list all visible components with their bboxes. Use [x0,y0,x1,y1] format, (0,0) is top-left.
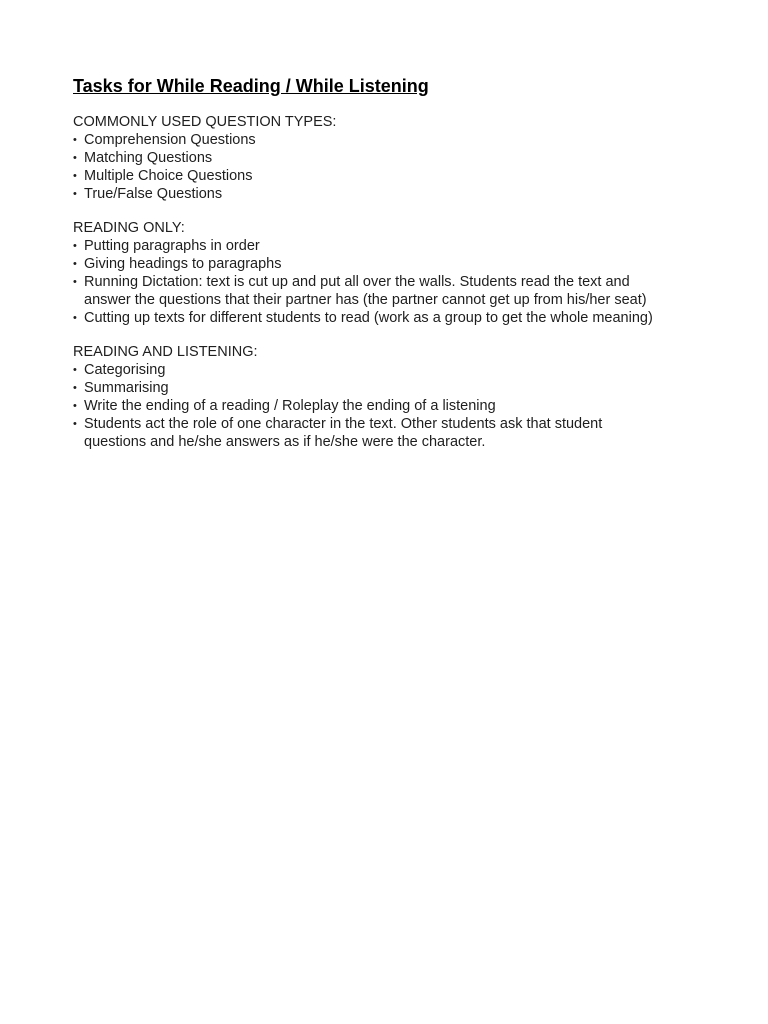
list-item [73,415,733,451]
bullet-icon: • [73,312,77,324]
list-item-text: Matching Questions [84,150,213,166]
list-item [73,361,733,379]
list-item [73,397,733,415]
section-heading: COMMONLY USED QUESTION TYPES: [73,114,337,130]
list-item [73,379,733,397]
bullet-icon: • [73,188,77,200]
list-item-text: Putting paragraphs in order [84,238,260,254]
section-reading-only [73,219,733,327]
list-item-text: Comprehension Questions [84,132,256,148]
bullet-icon: • [73,382,77,394]
list-item-text: Write the ending of a reading / Roleplay the ending of a listening [84,398,496,414]
bullet-icon: • [73,134,77,146]
list-item [73,185,733,203]
list-item [73,309,733,327]
list-item-text: Running Dictation: text is cut up and put all over the walls. Students read the text and answer the questions that their partner has (the partner cannot get up from his/her seat) [84,274,647,308]
bullet-icon: • [73,152,77,164]
list-item [73,167,733,185]
document-page [73,74,733,467]
bullet-icon: • [73,400,77,412]
list-item-text: True/False Questions [84,186,223,202]
section-heading: READING AND LISTENING: [73,344,258,360]
bullet-icon: • [73,418,77,430]
bullet-icon: • [73,276,77,288]
section-heading: READING ONLY: [73,220,185,236]
section-reading-and-listening [73,343,733,451]
bullet-list [73,131,733,203]
list-item [73,131,733,149]
list-item-text: Multiple Choice Questions [84,168,253,184]
bullet-icon: • [73,240,77,252]
document-title: Tasks for While Reading / While Listening [73,76,429,96]
bullet-icon: • [73,170,77,182]
bullet-list [73,361,733,451]
list-item-text: Giving headings to paragraphs [84,256,282,272]
list-item-text: Cutting up texts for different students to read (work as a group to get the whole meaning) [84,310,653,326]
list-item [73,255,733,273]
list-item-text: Categorising [84,362,166,378]
section-question-types [73,113,733,203]
list-item-text: Students act the role of one character in the text. Other students ask that student questions and he/she answers as if he/she were the character. [84,416,603,450]
bullet-icon: • [73,258,77,270]
bullet-list [73,237,733,327]
list-item-text: Summarising [84,380,169,396]
bullet-icon: • [73,364,77,376]
list-item [73,273,733,309]
list-item [73,149,733,167]
list-item [73,237,733,255]
